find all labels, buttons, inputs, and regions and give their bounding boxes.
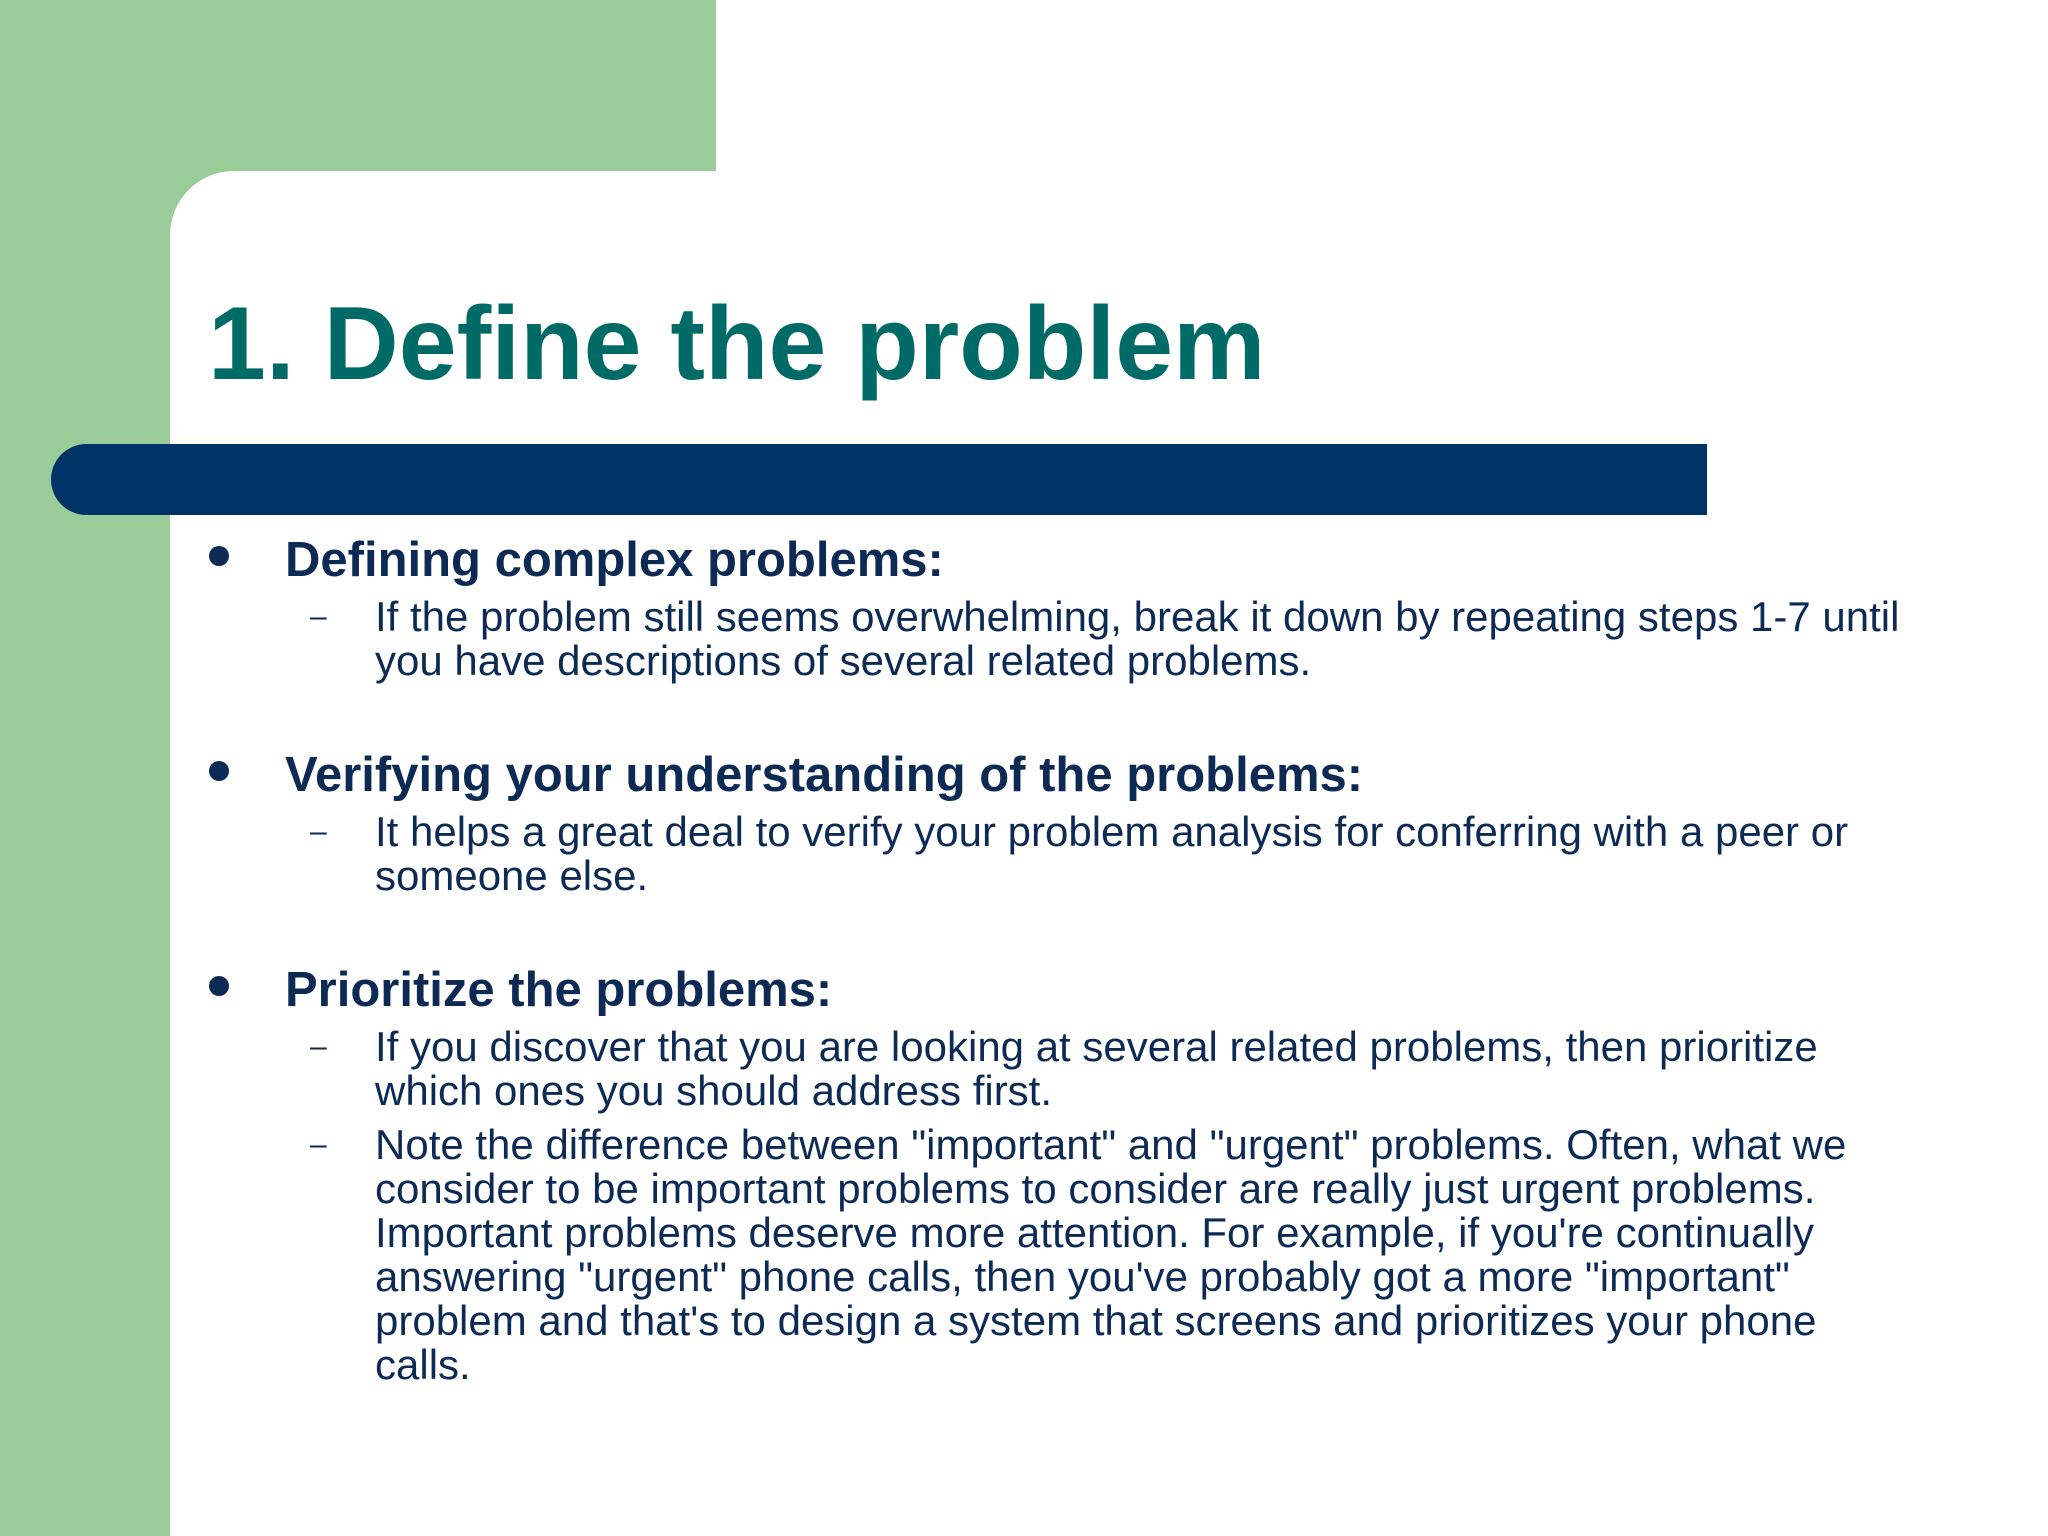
bullet-dot [209,976,229,996]
bullet-heading-defining: Defining complex problems: [285,533,944,587]
sub-point: If the problem still seems overwhelming, break it down by repeating steps 1-7 until you have descriptions of several related problems. [375,593,1900,684]
bullet-dot [209,761,229,781]
title-underline-bar [51,444,1707,515]
sub-point: It helps a great deal to verify your problem analysis for conferring with a peer or someone else. [375,808,1849,899]
bullet-heading-prioritize: Prioritize the problems: [285,963,833,1017]
sub-dash: – [310,815,327,848]
sub-dash: – [310,1128,327,1161]
bullet-heading-verifying: Verifying your understanding of the problems: [285,748,1364,802]
sub-dash: – [310,1030,327,1063]
bullet-dot [209,546,229,566]
slide-title: 1. Define the problem [208,286,1266,402]
sub-point: If you discover that you are looking at several related problems, then prioritize which ones you should address first. [375,1023,1818,1114]
sub-dash: – [310,600,327,633]
sub-point: Note the difference between "important" and "urgent" problems. Often, what we consider to be important problems to consider are really just urgent problems. Important problems deserve more attention. For example, if you're continually answering "urgent" phone calls, then you've probably got a more "important" problem and that's to design a system that screens and prioritizes your phone calls. [375,1121,1847,1388]
